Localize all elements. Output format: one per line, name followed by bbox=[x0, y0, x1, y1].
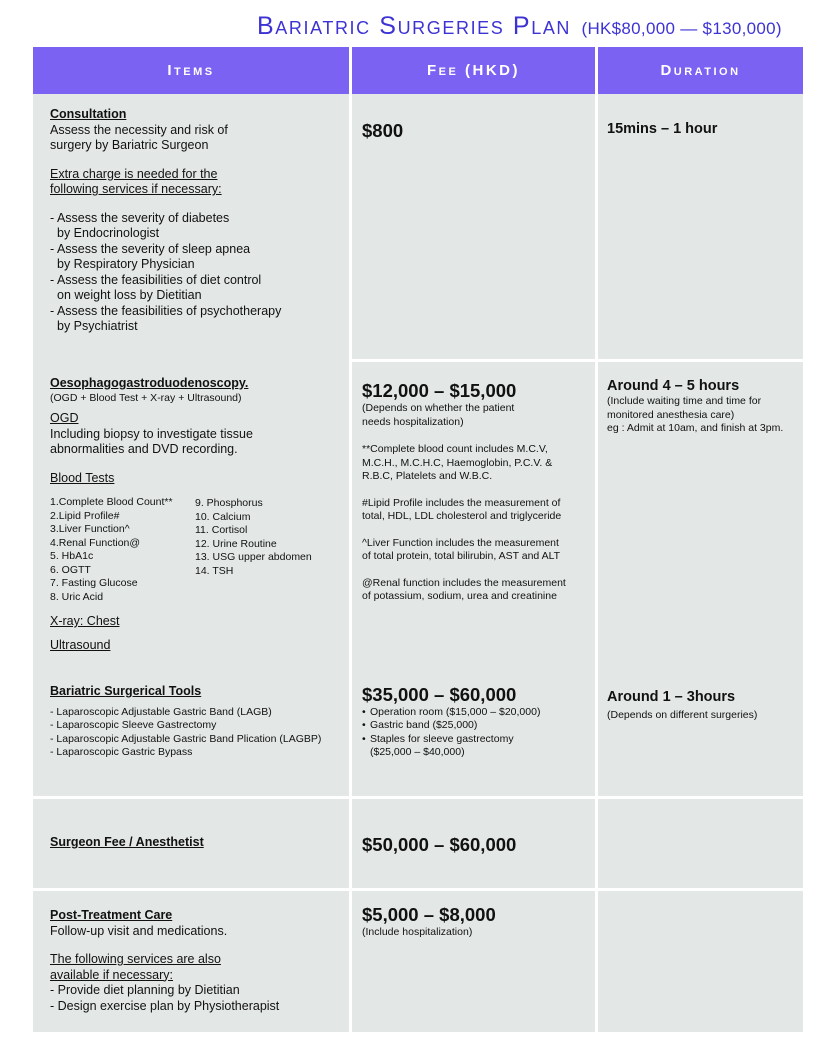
page-title-main: Bariatric Surgeries Plan bbox=[257, 12, 572, 40]
ogd-label: OGD bbox=[50, 411, 79, 425]
ogd-fee-note: (Depends on whether the patient bbox=[362, 402, 515, 414]
page-title bbox=[257, 12, 782, 41]
post-title: Post-Treatment Care bbox=[50, 908, 173, 922]
header-items: Items bbox=[33, 47, 349, 94]
surgeon-title: Surgeon Fee / Anesthetist bbox=[50, 835, 204, 849]
consultation-title: Consultation bbox=[50, 107, 127, 121]
post-fee-note: (Include hospitalization) bbox=[362, 926, 473, 938]
ogd-items-cell bbox=[33, 362, 349, 796]
blood-test-item: 14. TSH bbox=[195, 564, 234, 577]
surgeon-fee: $50,000 – $60,000 bbox=[362, 834, 517, 855]
ogd-duration-cell bbox=[598, 362, 803, 796]
header-fee: Fee (HKD) bbox=[352, 47, 595, 94]
blood-test-item: 6. OGTT bbox=[50, 563, 91, 576]
tools-fee-item-extra: ($25,000 – $40,000) bbox=[370, 746, 465, 758]
ogd-duration-note: monitored anesthesia care) bbox=[607, 408, 735, 421]
consultation-duration-cell bbox=[598, 94, 803, 359]
ogd-duration-note: eg : Admit at 10am, and finish at 3pm. bbox=[607, 422, 784, 434]
header-duration: Duration bbox=[598, 47, 803, 94]
service-line: - Assess the severity of diabetes bbox=[50, 210, 230, 225]
tool-item: - Laparoscopic Gastric Bypass bbox=[50, 746, 193, 758]
consultation-fee: $800 bbox=[362, 120, 404, 141]
xray-label: X-ray: Chest bbox=[50, 614, 120, 628]
service-line: by Respiratory Physician bbox=[57, 257, 195, 271]
note-line: @Renal function includes the measurement bbox=[362, 576, 566, 589]
note-line: total, HDL, LDL cholesterol and triglyceride bbox=[362, 510, 562, 522]
consultation-items-cell bbox=[33, 94, 349, 372]
tools-fee-list: • Operation room ($15,000 – $20,000) • Gastric band ($25,000) • Staples for sleeve gastrectomy ($25,000 – $40,000) bbox=[362, 706, 595, 760]
blood-test-item: 12. Urine Routine bbox=[195, 537, 277, 550]
tools-list bbox=[50, 706, 349, 760]
tool-item: - Laparoscopic Adjustable Gastric Band Plication (LAGBP) bbox=[50, 732, 322, 745]
note-line: M.C.H., M.C.H.C, Haemoglobin, P.C.V. & bbox=[362, 456, 553, 469]
blood-test-item: 2.Lipid Profile# bbox=[50, 509, 120, 522]
ultrasound-label: Ultrasound bbox=[50, 637, 111, 652]
tool-item: - Laparoscopic Adjustable Gastric Band (LAGB) bbox=[50, 705, 272, 718]
blood-note bbox=[362, 443, 595, 604]
ogd-fee-note: needs hospitalization) bbox=[362, 415, 464, 428]
blood-tests-list bbox=[50, 496, 349, 604]
post-duration-cell bbox=[598, 891, 803, 1032]
service-line: by Endocrinologist bbox=[57, 226, 160, 240]
tools-fee-item: Staples for sleeve gastrectomy bbox=[370, 732, 514, 745]
ogd-subtitle: (OGD + Blood Test + X-ray + Ultrasound) bbox=[50, 391, 242, 404]
ogd-desc-line: abnormalities and DVD recording. bbox=[50, 442, 238, 456]
note-line: of total protein, total bilirubin, AST and ALT bbox=[362, 550, 561, 562]
service-line: - Assess the feasibilities of diet control bbox=[50, 272, 262, 287]
ogd-fee-cell bbox=[352, 362, 595, 796]
service-line: by Psychiatrist bbox=[57, 319, 138, 333]
blood-test-item: 8. Uric Acid bbox=[50, 590, 104, 603]
service-line: on weight loss by Dietitian bbox=[57, 288, 202, 302]
ogd-title: Oesophagogastroduodenoscopy. bbox=[50, 376, 249, 390]
consultation-service bbox=[50, 211, 349, 335]
note-line: of potassium, sodium, urea and creatinine bbox=[362, 590, 557, 602]
service-line: - Assess the severity of sleep apnea bbox=[50, 241, 251, 256]
post-service: - Provide diet planning by Dietitian bbox=[50, 983, 240, 997]
tools-duration-note: (Depends on different surgeries) bbox=[607, 708, 758, 721]
tools-fee-item: Operation room ($15,000 – $20,000) bbox=[370, 705, 541, 718]
post-also-line: The following services are also bbox=[50, 952, 221, 966]
post-fee-cell bbox=[352, 891, 595, 1032]
consultation-fee-cell bbox=[352, 94, 595, 359]
post-desc: Follow-up visit and medications. bbox=[50, 923, 228, 938]
consultation-desc-line: surgery by Bariatric Surgeon bbox=[50, 138, 209, 152]
consultation-duration: 15mins – 1 hour bbox=[607, 121, 718, 137]
note-line: R.B.C, Platelets and W.B.C. bbox=[362, 470, 493, 482]
tools-fee-item: Gastric band ($25,000) bbox=[370, 719, 478, 731]
blood-test-item: 3.Liver Function^ bbox=[50, 523, 130, 535]
blood-test-item: 9. Phosphorus bbox=[195, 497, 263, 509]
surgeon-items-cell bbox=[33, 799, 349, 888]
blood-test-item: 4.Renal Function@ bbox=[50, 536, 141, 549]
ogd-fee: $12,000 – $15,000 bbox=[362, 380, 517, 401]
blood-test-item: 5. HbA1c bbox=[50, 550, 94, 562]
surgeon-duration-cell bbox=[598, 799, 803, 888]
tools-duration: Around 1 – 3hours bbox=[607, 688, 736, 705]
blood-test-item: 10. Calcium bbox=[195, 510, 251, 523]
post-also-line: available if necessary: bbox=[50, 967, 173, 982]
post-fee: $5,000 – $8,000 bbox=[362, 904, 496, 925]
blood-test-item: 1.Complete Blood Count** bbox=[50, 496, 173, 508]
consultation-desc-line: Assess the necessity and risk of bbox=[50, 122, 228, 137]
blood-test-item: 13. USG upper abdomen bbox=[195, 551, 312, 563]
surgeon-fee-cell bbox=[352, 799, 595, 888]
ogd-duration-note: (Include waiting time and time for bbox=[607, 395, 762, 407]
service-line: - Assess the feasibilities of psychotherapy bbox=[50, 303, 282, 318]
post-service: - Design exercise plan by Physiotherapist bbox=[50, 998, 280, 1013]
blood-test-item: 11. Cortisol bbox=[195, 524, 248, 536]
blood-test-item: 7. Fasting Glucose bbox=[50, 577, 138, 589]
blood-tests-label: Blood Tests bbox=[50, 470, 115, 485]
note-line: #Lipid Profile includes the measurement of bbox=[362, 496, 561, 509]
page-title-price-range: (HK$80,000 — $130,000) bbox=[581, 19, 782, 38]
tool-item: - Laparoscopic Sleeve Gastrectomy bbox=[50, 719, 217, 731]
tools-fee: $35,000 – $60,000 bbox=[362, 683, 517, 705]
consultation-extra-line: Extra charge is needed for the bbox=[50, 166, 218, 181]
tools-title: Bariatric Surgerical Tools bbox=[50, 684, 202, 698]
note-line: ^Liver Function includes the measurement bbox=[362, 536, 559, 549]
post-items-cell bbox=[33, 891, 349, 1032]
note-line: **Complete blood count includes M.C.V, bbox=[362, 443, 548, 455]
ogd-desc-line: Including biopsy to investigate tissue bbox=[50, 426, 253, 441]
consultation-extra-line: following services if necessary: bbox=[50, 182, 222, 196]
ogd-duration: Around 4 – 5 hours bbox=[607, 378, 740, 394]
